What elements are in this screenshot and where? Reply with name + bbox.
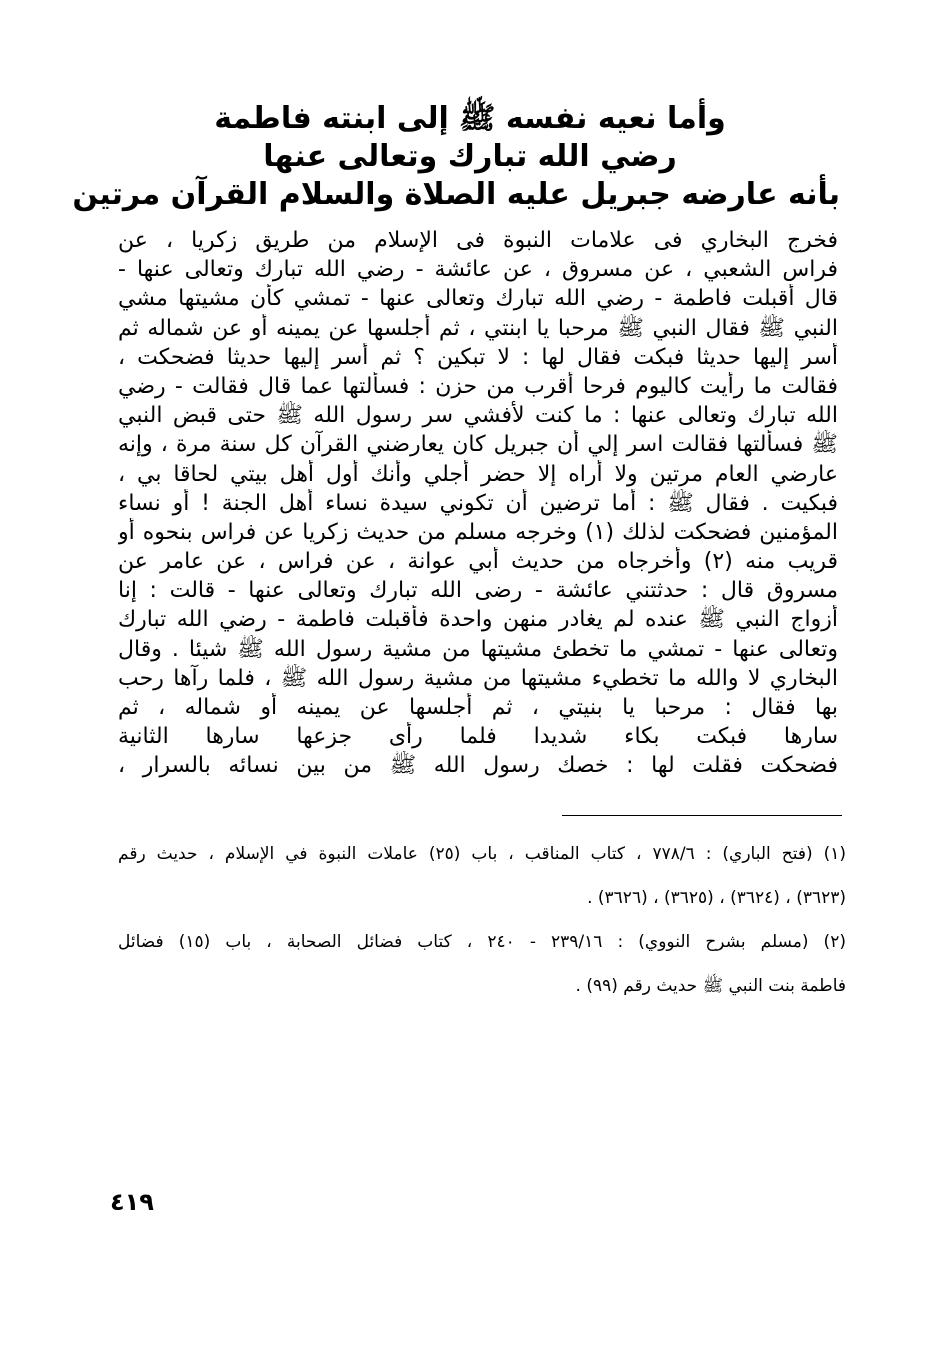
footnotes [118, 832, 846, 1008]
heading-line-1: وأما نعيه نفسه ﷺ إلى ابنته فاطمة [214, 101, 726, 136]
body-line: الله تبارك وتعالى عنها : ما كنت لأفشي سر رسول الله ﷺ حتى قبض النبي [118, 403, 838, 429]
body-line: فقالت ما رأيت كاليوم فرحا أقرب من حزن : فسألتها عما قال فقالت - رضي [118, 373, 838, 399]
body-line: النبي ﷺ فقال النبي ﷺ مرحبا يا ابنتي ، ثم أجلسها عن يمينه أو عن شماله ثم [118, 315, 838, 341]
body-line: فخرج البخاري فى علامات النبوة فى الإسلام من طريق زكريا ، عن [118, 228, 838, 253]
heading-line-2: رضي الله تبارك وتعالى عنها [263, 139, 677, 174]
body-line: ﷺ فسألتها فقالت اسر إلي أن جبريل كان يعارضني القرآن كل سنة مرة ، وإنه [118, 432, 838, 458]
body-line: فراس الشعبي ، عن مسروق ، عن عائشة - رضي الله تبارك وتعالى عنها - [118, 257, 838, 283]
footnote-1-line-2: (٣٦٢٣) ، (٣٦٢٤) ، (٣٦٢٥) ، (٣٦٢٦) . [587, 888, 846, 908]
body-line: عارضي العام مرتين ولا أراه إلا حضر أجلي وأنك أول أهل بيتي لحاقا بي ، [118, 461, 838, 487]
footnote-1-line-1: (١) (فتح الباري) : ٧٧٨/٦ ، كتاب المناقب ، باب (٢٥) عاملات النبوة في الإسلام ، حديث رقم [118, 844, 846, 864]
body-paragraph [118, 226, 838, 781]
body-line: المؤمنين فضحكت لذلك (١) وخرجه مسلم من حديث زكريا عن فراس بنحوه أو [118, 519, 838, 545]
footnote-divider [562, 815, 842, 816]
body-line: وتعالى عنها - تمشي ما تخطئ مشيتها من مشية رسول الله ﷺ شيئا . وقال [118, 636, 838, 662]
page-number: ٤١٩ [110, 1188, 154, 1216]
body-line: فضحكت فقلت لها : خصك رسول الله ﷺ من بين نسائه بالسرار ، [118, 753, 838, 779]
body-line: أزواج النبي ﷺ عنده لم يغادر منهن واحدة فأقبلت فاطمة - رضي الله تبارك [118, 607, 838, 633]
body-line: قال أقبلت فاطمة - رضي الله تبارك وتعالى عنها - تمشي كأن مشيتها مشي [118, 286, 838, 312]
heading-line-3: بأنه عارضه جبريل عليه الصلاة والسلام القرآن مرتين [72, 177, 840, 212]
chapter-heading [72, 100, 840, 214]
footnote-2-line-2: فاطمة بنت النبي ﷺ حديث رقم (٩٩) . [575, 976, 846, 996]
body-line: البخاري لا والله ما تخطيء مشيتها من مشية رسول الله ﷺ ، فلما رآها رحب [118, 665, 838, 691]
footnote-2-line-1: (٢) (مسلم بشرح النووي) : ٢٣٩/١٦ - ٢٤٠ ، كتاب فضائل الصحابة ، باب (١٥) فضائل [118, 932, 846, 952]
body-line: بها فقال : مرحبا يا بنيتي ، ثم أجلسها عن يمينه أو شماله ، ثم [118, 695, 838, 720]
body-line: فبكيت . فقال ﷺ : أما ترضين أن تكوني سيدة نساء أهل الجنة ! أو نساء [118, 490, 838, 516]
body-line: سارها فبكت بكاء شديدا فلما رأى جزعها سارها الثانية [118, 724, 838, 750]
body-line: أسر إليها حديثا فبكت فقال لها : لا تبكين ؟ ثم أسر إليها حديثا فضحكت ، [118, 344, 838, 370]
body-line: مسروق قال : حدثتني عائشة - رضى الله تبارك وتعالى عنها - قالت : إنا [118, 578, 838, 604]
body-line: قريب منه (٢) وأخرجاه من حديث أبي عوانة ، عن فراس ، عن عامر عن [118, 549, 838, 575]
